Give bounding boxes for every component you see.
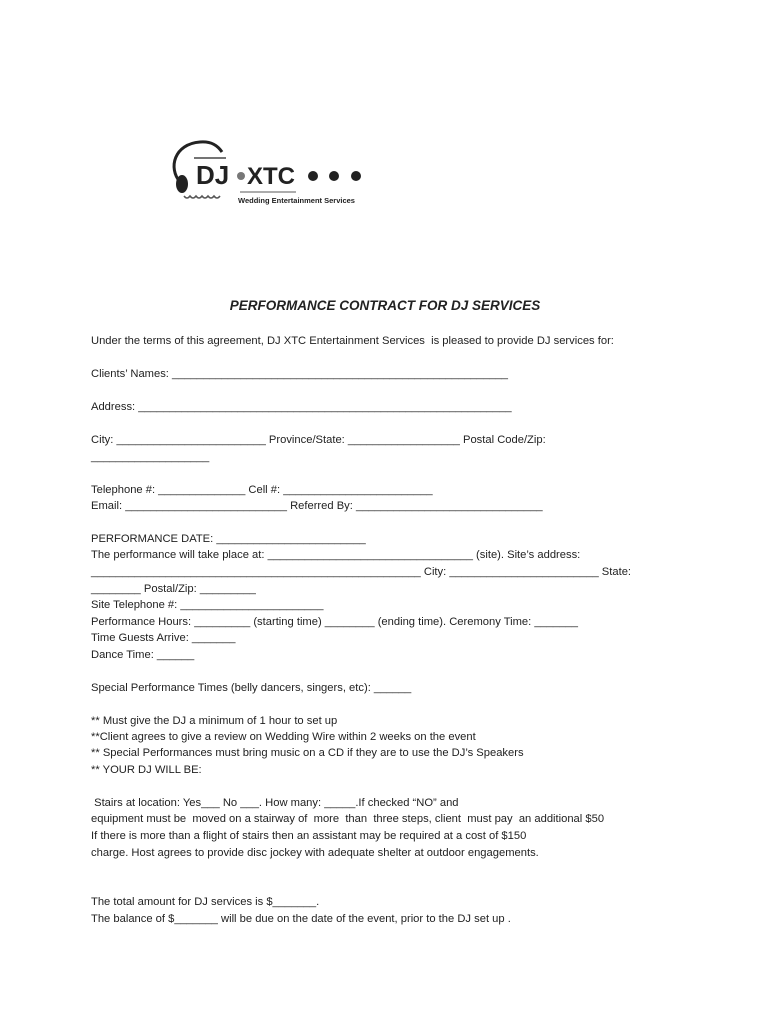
- city-continuation-field[interactable]: ___________________: [91, 451, 210, 463]
- logo-tagline: Wedding Entertainment Services: [238, 196, 355, 205]
- address-field[interactable]: Address: ____________________________________________________________: [91, 401, 512, 413]
- performance-hours-field[interactable]: Performance Hours: _________ (starting time) ________ (ending time). Ceremony Time: _______: [91, 616, 578, 628]
- balance-field[interactable]: The balance of $_______ will be due on the date of the event, prior to the DJ set up .: [91, 913, 511, 925]
- site-telephone-field[interactable]: Site Telephone #: _______________________: [91, 599, 324, 611]
- dj-xtc-logo: [166, 138, 372, 208]
- stairs-terms-line-2: equipment must be moved on a stairway of more than three steps, client must pay an additional $50: [91, 813, 605, 825]
- note-cd: ** Special Performances must bring music on a CD if they are to use the DJ’s Speakers: [91, 747, 524, 759]
- stairs-terms-line-4: charge. Host agrees to provide disc jockey with adequate shelter at outdoor engagements.: [91, 847, 539, 859]
- contract-title: PERFORMANCE CONTRACT FOR DJ SERVICES: [229, 298, 541, 313]
- stairs-field[interactable]: Stairs at location: Yes___ No ___. How many: _____.If checked “NO” and: [91, 797, 459, 809]
- site-city-state-field[interactable]: _____________________________________________________ City: ________________________ State:: [91, 566, 632, 578]
- dance-time-field[interactable]: Dance Time: ______: [91, 649, 195, 661]
- note-your-dj: ** YOUR DJ WILL BE:: [91, 764, 202, 776]
- postal-zip-field[interactable]: ________ Postal/Zip: _________: [91, 583, 256, 595]
- intro-text: Under the terms of this agreement, DJ XTC Entertainment Services is pleased to provide DJ services for:: [91, 335, 614, 347]
- telephone-cell-field[interactable]: Telephone #: ______________ Cell #: ________________________: [91, 484, 433, 496]
- headphones-logo-icon: [166, 138, 372, 208]
- note-review: **Client agrees to give a review on Wedding Wire within 2 weeks on the event: [91, 731, 476, 743]
- note-setup: ** Must give the DJ a minimum of 1 hour to set up: [91, 715, 338, 727]
- stairs-terms-line-3: If there is more than a flight of stairs then an assistant may be required at a cost of $150: [91, 830, 527, 842]
- city-state-zip-field[interactable]: City: ________________________ Province/State: __________________ Postal Code/Zip:: [91, 434, 546, 446]
- logo-xtc-text: XTC: [247, 163, 295, 190]
- clients-names-field[interactable]: Clients’ Names: ______________________________________________________: [91, 368, 509, 380]
- performance-place-field[interactable]: The performance will take place at: _________________________________ (site). Site’s address:: [91, 549, 581, 561]
- guests-arrive-field[interactable]: Time Guests Arrive: _______: [91, 632, 236, 644]
- special-performance-times-field[interactable]: Special Performance Times (belly dancers, singers, etc): ______: [91, 682, 412, 694]
- logo-dj-text: DJ: [196, 160, 230, 190]
- email-referred-field[interactable]: Email: __________________________ Referred By: ______________________________: [91, 500, 543, 512]
- total-amount-field[interactable]: The total amount for DJ services is $_______.: [91, 896, 320, 908]
- performance-date-field[interactable]: PERFORMANCE DATE: ________________________: [91, 533, 366, 545]
